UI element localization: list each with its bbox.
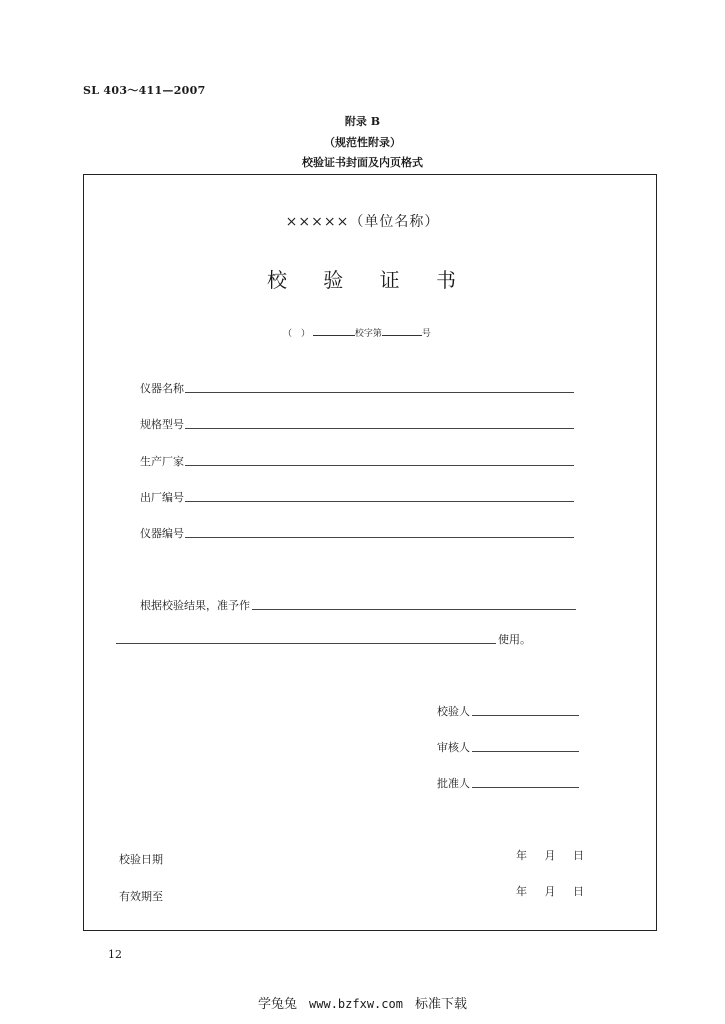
use-blank (116, 643, 496, 644)
field-label: 规格型号 (140, 418, 184, 431)
signature-reviewer (437, 739, 579, 755)
signature-blank (472, 787, 579, 788)
field-label: 生产厂家 (140, 455, 184, 468)
field-factory-number (140, 489, 574, 505)
valid-until-label: 有效期至 (119, 890, 163, 903)
use-row (116, 631, 546, 647)
signature-approver (437, 775, 579, 791)
field-label: 出厂编号 (140, 491, 184, 504)
signature-label: 校验人 (437, 705, 470, 718)
field-instrument-name (140, 380, 574, 396)
number-bracket: （ ） (283, 329, 311, 339)
field-blank (185, 536, 574, 538)
number-prefix-label: 校字第 (354, 329, 382, 339)
signature-label: 批准人 (437, 777, 470, 790)
field-model (140, 416, 574, 432)
appendix-title: 附录 B (344, 115, 381, 128)
check-date-label: 校验日期 (119, 853, 163, 866)
basis-blank (252, 609, 576, 610)
unit-name: ×××××（单位名称） (285, 214, 440, 230)
number-year-blank (313, 326, 355, 336)
field-label: 仪器名称 (140, 382, 184, 395)
appendix-type: （规范性附录） (324, 136, 401, 149)
signature-blank (472, 751, 579, 752)
signature-label: 审核人 (437, 741, 470, 754)
page-number: 12 (108, 948, 122, 961)
field-blank (185, 500, 574, 502)
check-date-parts: 年 月 日 (516, 849, 584, 862)
appendix-caption: 校验证书封面及内页格式 (302, 156, 423, 169)
basis-row (140, 597, 576, 613)
field-blank (185, 464, 574, 466)
basis-label: 根据校验结果，准予作 (140, 599, 250, 612)
watermark-url[interactable]: www.bzfxw.com (309, 997, 403, 1011)
signature-checker (437, 703, 579, 719)
watermark-text: 标准下载 (414, 996, 467, 1011)
field-manufacturer (140, 453, 574, 469)
signature-blank (472, 715, 579, 716)
watermark-brand: 学兔兔 (258, 996, 298, 1011)
field-instrument-number (140, 525, 574, 541)
certificate-number (283, 326, 431, 339)
watermark (0, 993, 725, 1012)
field-blank (185, 427, 574, 429)
number-serial-blank (382, 326, 422, 336)
certificate-title: 校 验 证 书 (266, 268, 459, 292)
valid-until-parts: 年 月 日 (516, 885, 584, 898)
number-suffix-label: 号 (421, 329, 431, 339)
use-label: 使用。 (498, 633, 531, 646)
field-label: 仪器编号 (140, 527, 184, 540)
standard-code: SL 403～411—2007 (83, 84, 206, 97)
field-blank (185, 391, 574, 393)
